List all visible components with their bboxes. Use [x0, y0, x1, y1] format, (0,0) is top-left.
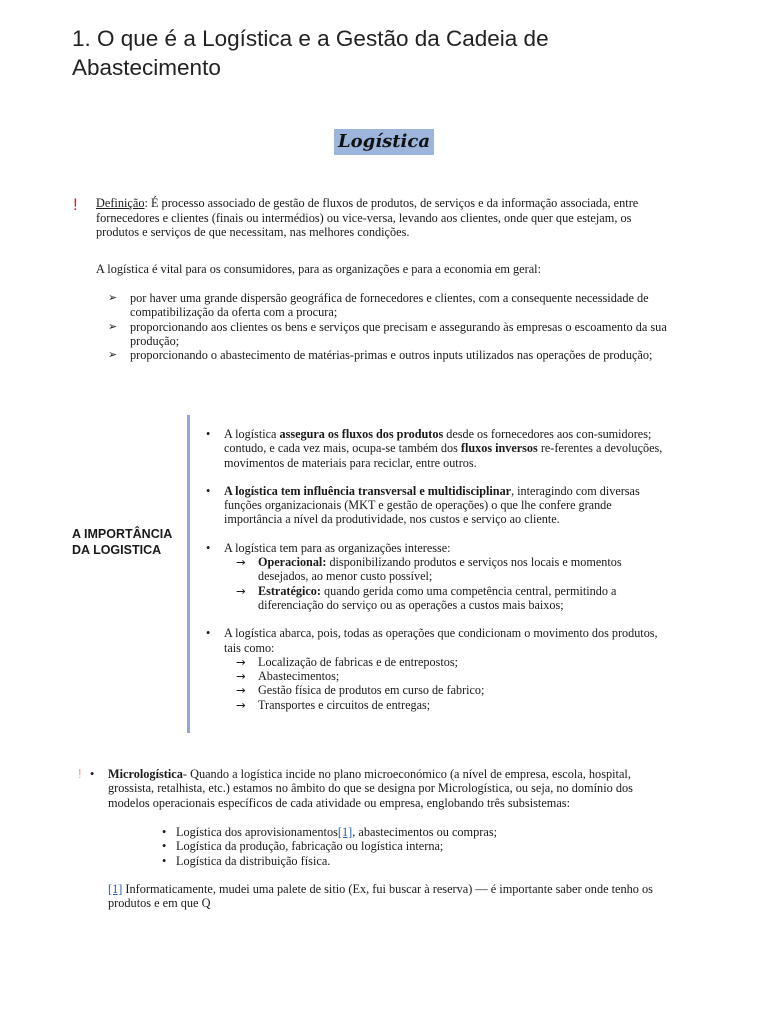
- text: Transportes e circuitos de entregas;: [258, 697, 431, 712]
- bullet-icon: •: [162, 825, 167, 839]
- text: Abastecimentos;: [258, 669, 340, 684]
- bullet-icon: •: [206, 483, 211, 498]
- subsystems-list: [162, 825, 662, 868]
- sub-list: [224, 555, 672, 612]
- list-item-text: proporcionando o abastecimento de matérias-primas e outros inputs utilizados nas operações de produção;: [130, 348, 653, 363]
- footnote: [108, 882, 672, 911]
- text: A logística: [224, 427, 280, 441]
- alert-icon: !: [73, 195, 78, 214]
- list-item: [162, 825, 662, 839]
- footnote-link[interactable]: [1]: [337, 825, 353, 839]
- list-item: [206, 484, 672, 527]
- bold-text: Estratégico:: [258, 583, 321, 598]
- page-title: 1. O que é a Logística e a Gestão da Cadeia de Abastecimento: [72, 26, 549, 80]
- bullet-icon: •: [90, 767, 95, 781]
- arrow-bullet-icon: ➢: [108, 319, 118, 333]
- importance-title: A IMPORTÂNCIA DA LOGISTICA: [72, 527, 172, 557]
- text: Logística da distribuição física.: [176, 853, 331, 868]
- bullet-icon: •: [206, 427, 211, 441]
- definition-label: Definição: [96, 196, 145, 210]
- bullet-icon: •: [206, 626, 211, 641]
- text: Logística da produção, fabricação ou logística interna;: [176, 839, 444, 854]
- vertical-divider: [187, 415, 190, 733]
- bullet-icon: •: [206, 540, 211, 555]
- bold-text: Micrologística: [108, 767, 183, 781]
- sub-list-item: [224, 555, 672, 584]
- footnote-text: Informaticamente, mudei uma palete de sitio (Ex, fui buscar à reserva) — é importante saber onde tenho os produtos e em que Q: [108, 882, 653, 911]
- arrow-bullet-icon: ➢: [108, 348, 118, 362]
- text: Logística dos aprovisionamentos: [176, 825, 338, 839]
- sub-list-item: [224, 655, 672, 669]
- list-item: [108, 348, 668, 362]
- bullet-icon: •: [162, 853, 167, 868]
- bullet-icon: •: [162, 839, 167, 854]
- text: - Quando a logística incide no plano microeconómico (a nível de empresa, escola, hospital, grossista, retalhista, etc.) estamos no âmbito do que se designa por Micrologística, ou seja, no domínio dos modelos operacionais específicos de cada atividade ou empresa, englobando três subsistemas:: [108, 767, 633, 810]
- arrow-right-icon: →: [236, 697, 246, 712]
- sub-list-item: [224, 698, 672, 712]
- text: Gestão física de produtos em curso de fabrico;: [258, 683, 485, 698]
- arrow-right-icon: →: [236, 555, 246, 570]
- arrow-right-icon: →: [236, 669, 246, 684]
- text: desde os fornecedores aos con-sumidores; contudo, e cada vez mais, ocupa-se também dos: [224, 427, 652, 456]
- importance-list: [206, 427, 672, 726]
- sub-list-item: [224, 584, 672, 613]
- list-item: [108, 320, 668, 349]
- bold-text: fluxos inversos: [460, 441, 538, 456]
- list-item: [206, 427, 672, 470]
- arrow-right-icon: →: [236, 683, 246, 698]
- text: disponibilizando produtos e serviços nos locais e momentos desejados, ao menor custo possível;: [258, 555, 622, 584]
- definition-paragraph: [96, 196, 656, 240]
- list-item: [162, 854, 662, 868]
- text: quando gerida como uma competência central, permitindo a diferenciação do serviço ou as operações a custos mais baixos;: [258, 583, 617, 612]
- bold-text: assegura os fluxos dos produtos: [279, 427, 444, 441]
- intro-paragraph: A logística é vital para os consumidores, para as organizações e para a economia em geral:: [96, 262, 542, 276]
- arrow-right-icon: →: [236, 654, 246, 669]
- list-item-text: proporcionando aos clientes os bens e serviços que precisam e assegurando às empresas o escoamento da sua produção;: [130, 319, 667, 348]
- section-subtitle: Logística: [334, 129, 434, 155]
- text: Localização de fabricas e de entrepostos;: [258, 654, 458, 669]
- list-item: [108, 291, 668, 320]
- arrow-right-icon: →: [236, 583, 246, 598]
- text: A logística tem para as organizações interesse:: [224, 540, 451, 555]
- reasons-list: [108, 291, 668, 362]
- text: , abastecimentos ou compras;: [352, 825, 498, 839]
- micrologistics-paragraph: [90, 767, 672, 810]
- text: A logística abarca, pois, todas as operações que condicionam o movimento dos produtos, tais como:: [224, 626, 658, 655]
- list-item: [206, 541, 672, 612]
- list-item: [206, 626, 672, 712]
- sub-list-item: [224, 683, 672, 697]
- sub-list: [224, 655, 672, 712]
- text: , interagindo com diversas funções organizacionais (MKT e gestão de operações) o que lhe confere grande importância a nível da produtividade, nos custos e serviço ao cliente.: [224, 483, 640, 527]
- bold-text: A logística tem influência transversal e multidisciplinar: [224, 483, 512, 498]
- subtitle-container: [0, 129, 768, 155]
- footnote-backlink[interactable]: [1]: [108, 882, 123, 896]
- arrow-bullet-icon: ➢: [108, 291, 118, 304]
- alert-icon: !: [78, 766, 82, 781]
- bold-text: Operacional:: [258, 555, 327, 570]
- sub-list-item: [224, 669, 672, 683]
- definition-text: : É processo associado de gestão de fluxos de produtos, de serviços e da informação associada, entre fornecedores e clientes (finais ou intermédios) ou vice-versa, levando aos clientes, onde quer que estejam, os produtos e serviços de que necessitam, nas melhores condições.: [96, 196, 639, 239]
- list-item-text: por haver uma grande dispersão geográfica de fornecedores e clientes, com a consequente necessidade de compatibilização da oferta com a procura;: [130, 291, 649, 320]
- list-item: [162, 839, 662, 853]
- text: re-ferentes a devoluções, movimentos de materiais para reciclar, entre outros.: [224, 441, 663, 470]
